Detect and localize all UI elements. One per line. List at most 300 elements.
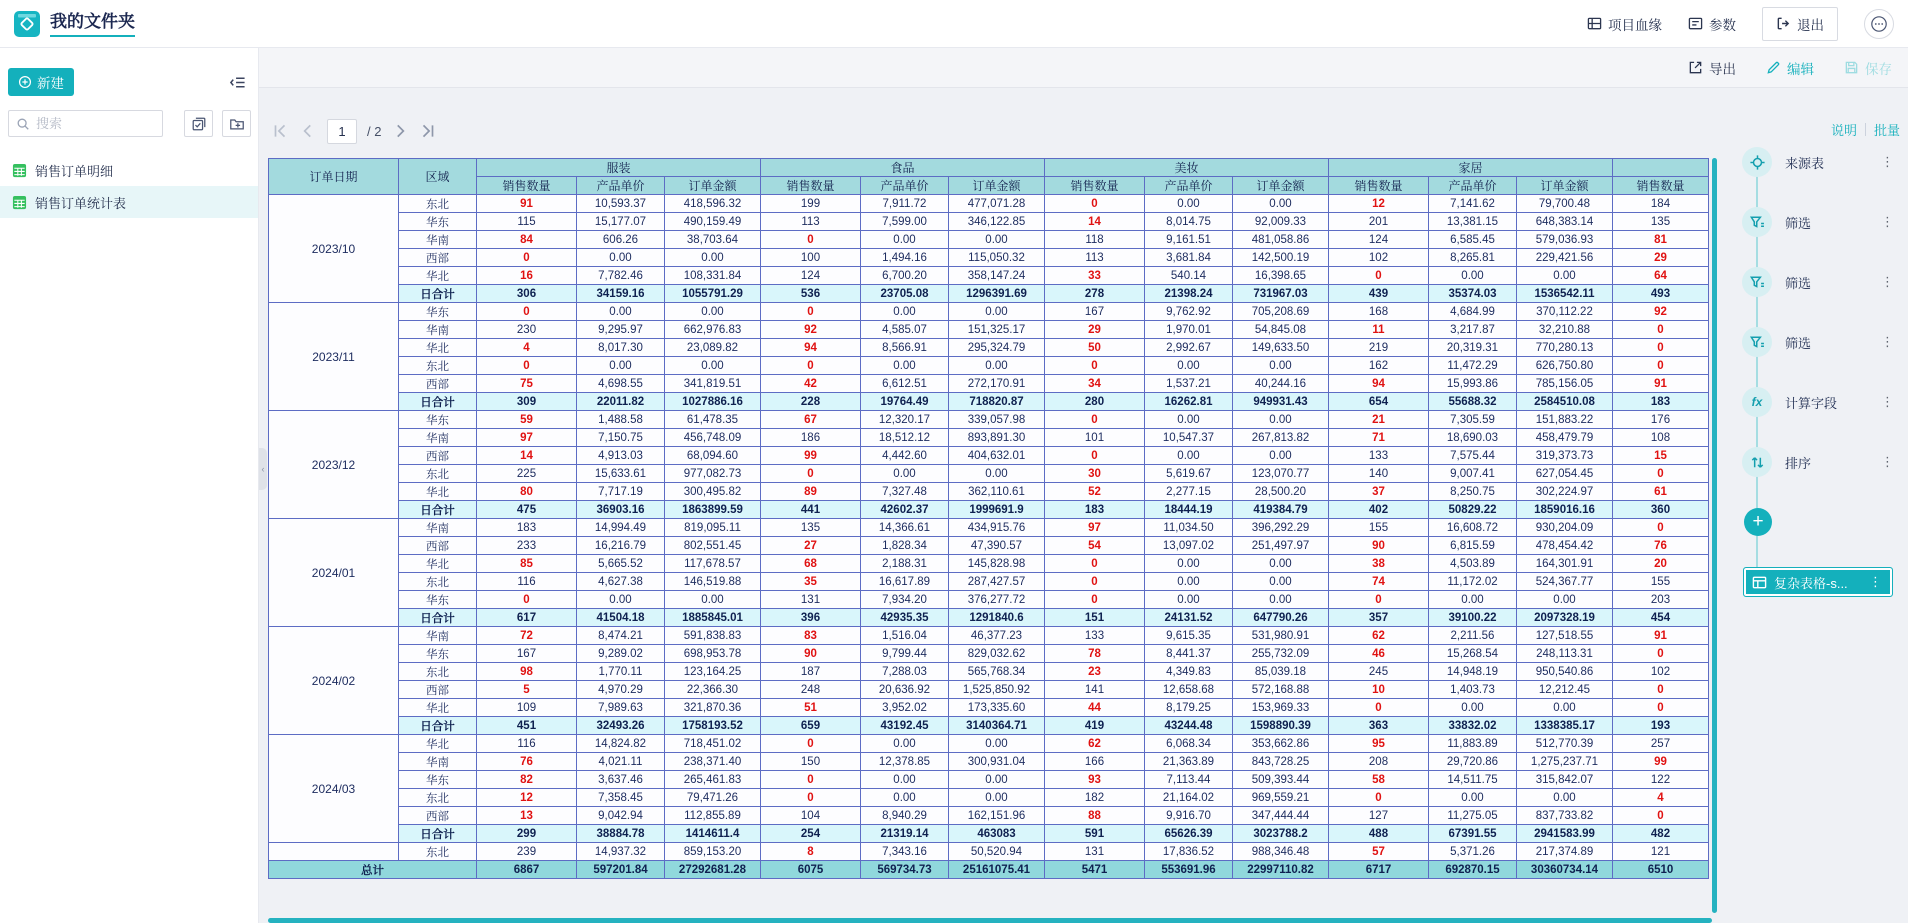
table-row	[269, 321, 1709, 339]
table-row	[269, 339, 1709, 357]
project-lineage-button[interactable]: 项目血缘	[1587, 14, 1662, 34]
table-cell: 419	[1045, 717, 1145, 735]
table-cell: 4,021.11	[577, 753, 665, 771]
table-cell: 43192.45	[861, 717, 949, 735]
table-cell: 183	[477, 519, 577, 537]
table-cell: 3,637.46	[577, 771, 665, 789]
table-cell: 1,516.04	[861, 627, 949, 645]
region-cell: 华东	[399, 303, 477, 321]
sub-col-header: 产品单价	[1429, 177, 1517, 195]
prev-page-button[interactable]	[299, 122, 317, 140]
table-cell: 7,989.63	[577, 699, 665, 717]
table-cell: 230	[477, 321, 577, 339]
table-cell: 92	[761, 321, 861, 339]
table-cell: 988,346.48	[1233, 843, 1329, 861]
node-menu-icon[interactable]: ⋮	[1881, 454, 1894, 469]
table-cell: 153,969.33	[1233, 699, 1329, 717]
table-cell: 82	[477, 771, 577, 789]
table-row	[269, 771, 1709, 789]
table-cell: 353,662.86	[1233, 735, 1329, 753]
table-cell: 2584510.08	[1517, 393, 1613, 411]
table-cell: 123,164.25	[665, 663, 761, 681]
table-cell: 135	[1613, 213, 1709, 231]
node-menu-icon[interactable]: ⋮	[1881, 274, 1894, 289]
new-button[interactable]: 新建	[8, 68, 74, 96]
table-cell: 124	[1329, 231, 1429, 249]
table-row	[269, 357, 1709, 375]
table-cell: 0.00	[665, 591, 761, 609]
table-cell: 84	[477, 231, 577, 249]
table-cell: 15,268.54	[1429, 645, 1517, 663]
export-button[interactable]: 导出	[1688, 58, 1736, 78]
table-cell: 2,992.67	[1145, 339, 1233, 357]
table-row	[269, 573, 1709, 591]
table-cell: 102	[1613, 663, 1709, 681]
next-page-button[interactable]	[391, 122, 409, 140]
table-cell: 13,381.15	[1429, 213, 1517, 231]
table-cell: 22011.82	[577, 393, 665, 411]
table-cell: 0	[1613, 519, 1709, 537]
table-cell: 9,615.35	[1145, 627, 1233, 645]
subtotal-row	[269, 501, 1709, 519]
table-cell: 167	[477, 645, 577, 663]
table-cell: 116	[477, 573, 577, 591]
table-cell: 1414611.4	[665, 825, 761, 843]
table-cell: 127,518.55	[1517, 627, 1613, 645]
table-cell: 0	[1613, 357, 1709, 375]
table-cell: 15,633.61	[577, 465, 665, 483]
app-logo-icon	[14, 11, 40, 37]
table-cell: 0.00	[665, 303, 761, 321]
table-cell: 27	[761, 537, 861, 555]
table-cell: 579,036.93	[1517, 231, 1613, 249]
table-cell: 29	[1613, 249, 1709, 267]
table-cell: 0	[1045, 411, 1145, 429]
table-cell: 167	[1045, 303, 1145, 321]
sub-col-header: 订单金额	[665, 177, 761, 195]
region-cell: 西部	[399, 681, 477, 699]
table-cell: 0.00	[577, 357, 665, 375]
table-cell: 4,913.03	[577, 447, 665, 465]
table-cell: 626,750.80	[1517, 357, 1613, 375]
table-cell: 201	[1329, 213, 1429, 231]
table-cell: 32,210.88	[1517, 321, 1613, 339]
table-cell: 7,113.44	[1145, 771, 1233, 789]
flow-node-筛选[interactable]: 筛选 ⋮	[1742, 327, 1904, 357]
table-cell: 0	[1329, 789, 1429, 807]
table-cell: 1,494.16	[861, 249, 949, 267]
node-menu-icon[interactable]: ⋮	[1881, 334, 1894, 349]
group-header: 食品	[761, 159, 1045, 177]
table-cell: 15,177.07	[577, 213, 665, 231]
table-cell: 183	[1613, 393, 1709, 411]
region-cell: 东北	[399, 843, 477, 861]
table-cell: 90	[1329, 537, 1429, 555]
table-cell: 151,883.22	[1517, 411, 1613, 429]
table-cell: 11,034.50	[1145, 519, 1233, 537]
table-cell: 81	[1613, 231, 1709, 249]
table-cell: 280	[1045, 393, 1145, 411]
exit-button[interactable]: 退出	[1762, 7, 1838, 41]
table-cell: 62	[1045, 735, 1145, 753]
table-cell: 85	[477, 555, 577, 573]
table-cell: 39100.22	[1429, 609, 1517, 627]
table-cell: 29,720.86	[1429, 753, 1517, 771]
table-cell: 512,770.39	[1517, 735, 1613, 753]
table-cell: 0	[1045, 447, 1145, 465]
table-row	[269, 699, 1709, 717]
table-cell: 8,179.25	[1145, 699, 1233, 717]
node-complex-table-selected[interactable]	[1743, 567, 1893, 597]
table-cell: 0	[477, 357, 577, 375]
table-cell: 7,141.62	[1429, 195, 1517, 213]
table-cell: 2941583.99	[1517, 825, 1613, 843]
table-cell: 370,112.22	[1517, 303, 1613, 321]
table-cell: 94	[1329, 375, 1429, 393]
table-cell: 0.00	[1233, 555, 1329, 573]
table-cell: 176	[1613, 411, 1709, 429]
table-cell: 4,627.38	[577, 573, 665, 591]
region-cell: 华北	[399, 699, 477, 717]
table-cell: 859,153.20	[665, 843, 761, 861]
table-cell: 83	[761, 627, 861, 645]
table-cell: 0.00	[1233, 573, 1329, 591]
table-cell: 13	[477, 807, 577, 825]
table-cell: 6,068.34	[1145, 735, 1233, 753]
app-header	[0, 0, 1908, 48]
table-cell: 166	[1045, 753, 1145, 771]
table-cell: 0	[1613, 699, 1709, 717]
table-cell: 80	[477, 483, 577, 501]
table-cell: 23705.08	[861, 285, 949, 303]
table-cell: 0	[1045, 357, 1145, 375]
tab-batch[interactable]: 批量	[1873, 123, 1900, 138]
table-cell: 95	[1329, 735, 1429, 753]
table-cell: 1338385.17	[1517, 717, 1613, 735]
table-cell: 553691.96	[1145, 861, 1233, 879]
table-cell: 949931.43	[1233, 393, 1329, 411]
month-cell: 2023/12	[269, 411, 399, 519]
table-cell: 225	[477, 465, 577, 483]
region-cell: 华南	[399, 519, 477, 537]
table-cell: 819,095.11	[665, 519, 761, 537]
table-cell: 1,525,850.92	[949, 681, 1045, 699]
table-cell: 509,393.44	[1233, 771, 1329, 789]
table-cell: 358,147.24	[949, 267, 1045, 285]
table-cell: 43244.48	[1145, 717, 1233, 735]
table-cell: 3,952.02	[861, 699, 949, 717]
table-cell: 16,398.65	[1233, 267, 1329, 285]
flow-node-筛选[interactable]: 筛选 ⋮	[1742, 267, 1904, 297]
table-cell: 1291840.6	[949, 609, 1045, 627]
table-cell: 14,937.32	[577, 843, 665, 861]
table-cell: 451	[477, 717, 577, 735]
search-input[interactable]	[36, 116, 146, 131]
table-cell: 0.00	[1233, 411, 1329, 429]
table-cell: 2097328.19	[1517, 609, 1613, 627]
table-cell: 12	[477, 789, 577, 807]
vertical-scrollbar[interactable]	[1712, 158, 1717, 913]
table-cell: 9,762.92	[1145, 303, 1233, 321]
table-cell: 0.00	[861, 231, 949, 249]
table-cell: 20,636.92	[861, 681, 949, 699]
table-cell: 92	[1613, 303, 1709, 321]
table-cell: 18,690.03	[1429, 429, 1517, 447]
table-cell: 0.00	[949, 303, 1045, 321]
region-cell: 华北	[399, 555, 477, 573]
table-cell: 2,277.15	[1145, 483, 1233, 501]
flow-node-筛选[interactable]: 筛选 ⋮	[1742, 207, 1904, 237]
table-row	[269, 231, 1709, 249]
table-cell: 418,596.32	[665, 195, 761, 213]
subtotal-row	[269, 285, 1709, 303]
table-cell: 572,168.88	[1233, 681, 1329, 699]
table-cell: 3140364.71	[949, 717, 1045, 735]
table-cell: 376,277.72	[949, 591, 1045, 609]
table-cell: 33832.02	[1429, 717, 1517, 735]
table-cell: 54	[1045, 537, 1145, 555]
table-cell: 14	[1045, 213, 1145, 231]
table-cell: 21398.24	[1145, 285, 1233, 303]
table-cell: 203	[1613, 591, 1709, 609]
table-cell: 718820.87	[949, 393, 1045, 411]
table-cell: 34159.16	[577, 285, 665, 303]
table-cell: 22,366.30	[665, 681, 761, 699]
table-cell: 7,327.48	[861, 483, 949, 501]
table-cell: 306	[477, 285, 577, 303]
table-cell: 4,684.99	[1429, 303, 1517, 321]
table-cell: 27292681.28	[665, 861, 761, 879]
table-cell: 151	[1045, 609, 1145, 627]
table-cell: 0.00	[665, 249, 761, 267]
table-cell: 91	[1613, 375, 1709, 393]
table-cell: 14,366.61	[861, 519, 949, 537]
table-cell: 75	[477, 375, 577, 393]
table-cell: 0	[761, 231, 861, 249]
table-cell: 606.26	[577, 231, 665, 249]
sidebar-item-1[interactable]: 销售订单统计表	[0, 186, 258, 218]
table-cell: 162	[1329, 357, 1429, 375]
table-cell: 108,331.84	[665, 267, 761, 285]
table-cell: 76	[1613, 537, 1709, 555]
table-row	[269, 447, 1709, 465]
table-cell: 0	[477, 591, 577, 609]
col-header-date: 订单日期	[269, 159, 399, 195]
table-cell: 0	[1045, 573, 1145, 591]
table-cell: 1598890.39	[1233, 717, 1329, 735]
table-cell: 540.14	[1145, 267, 1233, 285]
table-cell: 7,575.44	[1429, 447, 1517, 465]
table-cell: 265,461.83	[665, 771, 761, 789]
params-button[interactable]: 参数	[1688, 14, 1736, 34]
table-cell: 7,288.03	[861, 663, 949, 681]
table-cell: 102	[1329, 249, 1429, 267]
table-cell: 6867	[477, 861, 577, 879]
table-cell: 97	[1045, 519, 1145, 537]
table-cell: 4,585.07	[861, 321, 949, 339]
table-cell: 164,301.91	[1517, 555, 1613, 573]
table-cell: 0	[1329, 591, 1429, 609]
table-cell: 0.00	[949, 789, 1045, 807]
table-cell: 1863899.59	[665, 501, 761, 519]
table-cell: 300,931.04	[949, 753, 1045, 771]
table-cell: 38	[1329, 555, 1429, 573]
tab-divider	[1865, 123, 1866, 136]
table-cell: 705,208.69	[1233, 303, 1329, 321]
tab-description[interactable]: 说明	[1830, 123, 1857, 138]
table-cell: 0.00	[1233, 591, 1329, 609]
table-cell: 131	[761, 591, 861, 609]
multi-select-button[interactable]	[184, 110, 213, 137]
table-cell: 113	[1045, 249, 1145, 267]
region-cell: 华北	[399, 267, 477, 285]
table-cell: 0	[761, 735, 861, 753]
table-cell: 0	[1045, 591, 1145, 609]
table-cell: 434,915.76	[949, 519, 1045, 537]
table-cell: 0	[761, 789, 861, 807]
table-cell: 302,224.97	[1517, 483, 1613, 501]
table-cell: 0	[1045, 195, 1145, 213]
flow-node-来源表[interactable]: 来源表 ⋮	[1742, 147, 1904, 177]
table-cell: 7,150.75	[577, 429, 665, 447]
first-page-button[interactable]	[271, 122, 289, 140]
table-cell: 16	[477, 267, 577, 285]
node-menu-icon[interactable]: ⋮	[1881, 394, 1894, 409]
flow-node-排序[interactable]: 排序 ⋮	[1742, 447, 1904, 477]
horizontal-scrollbar[interactable]	[268, 918, 1712, 923]
region-cell: 西部	[399, 375, 477, 393]
table-cell: 85,039.18	[1233, 663, 1329, 681]
table-cell: 24131.52	[1145, 609, 1233, 627]
table-cell: 5,371.26	[1429, 843, 1517, 861]
add-step-button[interactable]: +	[1744, 508, 1772, 536]
month-cell: 2024/03	[269, 735, 399, 843]
table-cell: 18444.19	[1145, 501, 1233, 519]
table-cell: 591	[1045, 825, 1145, 843]
page-number-input[interactable]	[327, 119, 357, 144]
table-cell: 55688.32	[1429, 393, 1517, 411]
region-cell: 华北	[399, 483, 477, 501]
table-cell: 0	[761, 357, 861, 375]
table-cell: 94	[761, 339, 861, 357]
new-folder-button[interactable]	[222, 110, 251, 137]
table-cell: 173,335.60	[949, 699, 1045, 717]
table-cell: 837,733.82	[1517, 807, 1613, 825]
table-cell: 0.00	[1429, 267, 1517, 285]
table-cell: 14,511.75	[1429, 771, 1517, 789]
data-table-wrap[interactable]	[268, 158, 1709, 879]
edit-button[interactable]: 编辑	[1766, 58, 1814, 78]
grand-total-row	[269, 861, 1709, 879]
table-cell: 100	[761, 249, 861, 267]
sub-col-header: 销售数量	[477, 177, 577, 195]
table-cell: 89	[761, 483, 861, 501]
panel-tabs	[1831, 120, 1900, 139]
table-cell: 5,619.67	[1145, 465, 1233, 483]
table-cell: 141	[1045, 681, 1145, 699]
table-cell: 11,883.89	[1429, 735, 1517, 753]
table-cell: 4	[477, 339, 577, 357]
table-cell: 257	[1613, 735, 1709, 753]
table-cell: 829,032.62	[949, 645, 1045, 663]
table-cell: 12,658.68	[1145, 681, 1233, 699]
table-cell: 115	[477, 213, 577, 231]
table-cell: 140	[1329, 465, 1429, 483]
flow-node-计算字段[interactable]: fx 计算字段 ⋮	[1742, 387, 1904, 417]
table-cell: 47,390.57	[949, 537, 1045, 555]
params-icon	[1688, 16, 1703, 31]
table-cell: 0.00	[1429, 699, 1517, 717]
table-cell: 23	[1045, 663, 1145, 681]
last-page-button[interactable]	[419, 122, 437, 140]
table-cell: 7,717.19	[577, 483, 665, 501]
month-cell: 2023/10	[269, 195, 399, 303]
sidebar-item-0[interactable]: 销售订单明细	[0, 154, 258, 186]
table-row	[269, 591, 1709, 609]
table-cell: 65626.39	[1145, 825, 1233, 843]
table-cell: 15	[1613, 447, 1709, 465]
table-file-icon	[12, 163, 27, 178]
table-row	[269, 303, 1709, 321]
table-cell: 0.00	[949, 231, 1045, 249]
table-cell: 8	[761, 843, 861, 861]
table-cell: 481,058.86	[1233, 231, 1329, 249]
table-cell: 21,363.89	[1145, 753, 1233, 771]
table-cell: 121	[1613, 843, 1709, 861]
collapse-sidebar-icon[interactable]	[229, 74, 246, 91]
filter-icon	[1742, 267, 1772, 297]
table-cell: 151,325.17	[949, 321, 1045, 339]
table-cell: 9,295.97	[577, 321, 665, 339]
table-cell: 14,824.82	[577, 735, 665, 753]
table-cell: 162,151.96	[949, 807, 1045, 825]
node-menu-icon[interactable]: ⋮	[1881, 214, 1894, 229]
table-cell: 458,479.79	[1517, 429, 1613, 447]
table-cell: 1,970.01	[1145, 321, 1233, 339]
table-cell: 64	[1613, 267, 1709, 285]
table-cell: 42	[761, 375, 861, 393]
node-menu-icon[interactable]: ⋮	[1881, 154, 1894, 169]
table-cell: 339,057.98	[949, 411, 1045, 429]
table-cell: 493	[1613, 285, 1709, 303]
region-cell: 东北	[399, 663, 477, 681]
sub-col-header: 销售数量	[1329, 177, 1429, 195]
panel-resize-handle[interactable]: ‹	[259, 448, 267, 490]
lineage-icon	[1587, 16, 1602, 31]
table-cell: 19764.49	[861, 393, 949, 411]
table-cell: 14	[477, 447, 577, 465]
save-button[interactable]: 保存	[1844, 58, 1892, 78]
subtotal-label: 日合计	[399, 609, 477, 627]
table-cell: 233	[477, 537, 577, 555]
table-cell: 346,122.85	[949, 213, 1045, 231]
table-cell: 88	[1045, 807, 1145, 825]
table-row	[269, 519, 1709, 537]
sub-col-header: 产品单价	[1145, 177, 1233, 195]
table-cell: 199	[761, 195, 861, 213]
table-cell: 17,836.52	[1145, 843, 1233, 861]
table-cell: 67	[761, 411, 861, 429]
table-row	[269, 645, 1709, 663]
table-cell: 0	[1613, 645, 1709, 663]
table-cell: 0	[761, 465, 861, 483]
node-menu-icon[interactable]: ⋮	[1869, 574, 1882, 589]
table-cell: 115,050.32	[949, 249, 1045, 267]
more-options-button[interactable]	[1864, 9, 1894, 39]
table-cell: 7,934.20	[861, 591, 949, 609]
ellipsis-icon	[1870, 15, 1888, 33]
sales-pivot-table	[268, 158, 1709, 879]
